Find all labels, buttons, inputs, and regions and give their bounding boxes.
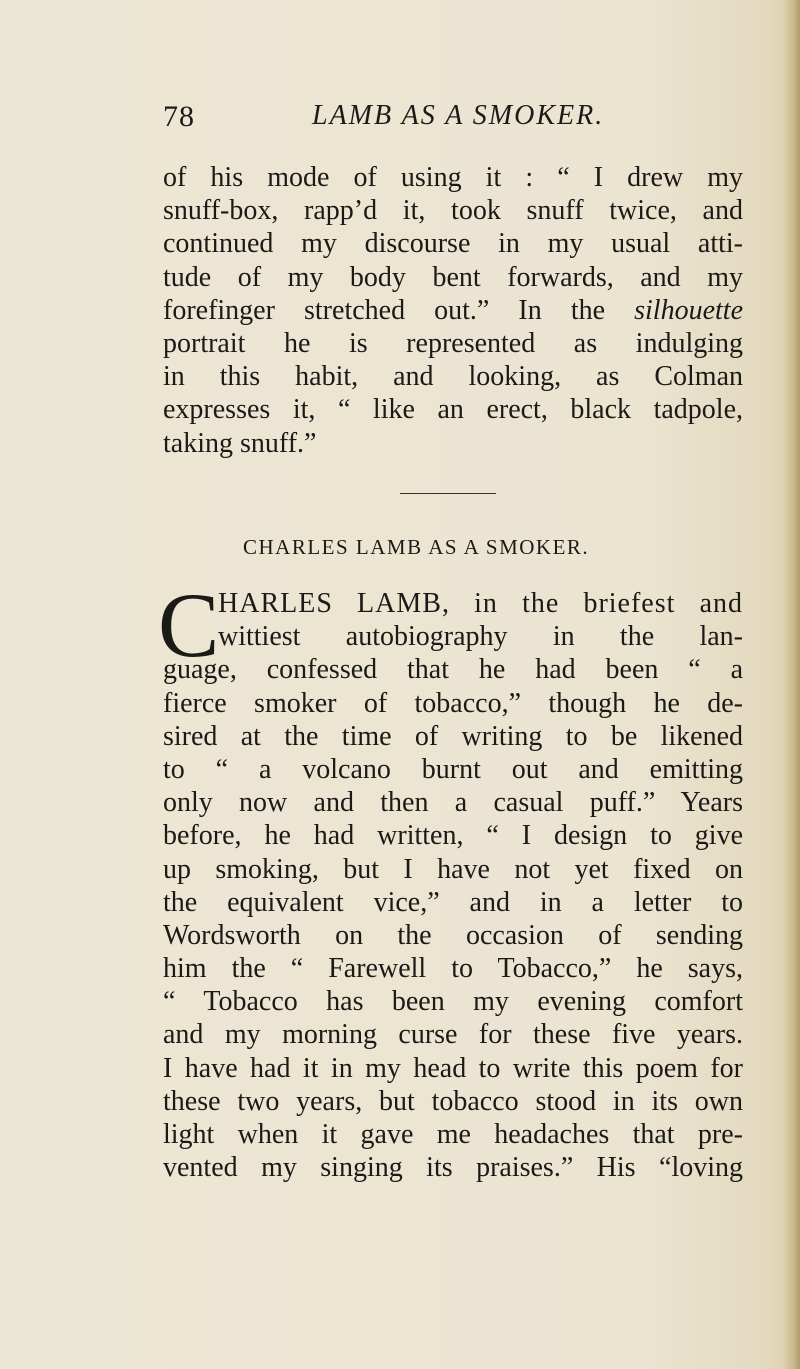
text-line: I have had it in my head to write this poem for bbox=[163, 1052, 743, 1084]
text-line: of his mode of using it : “ I drew my bbox=[163, 162, 743, 193]
text-line: sired at the time of writing to be likened bbox=[163, 720, 743, 752]
text-line: before, he had written, “ I design to give bbox=[163, 820, 743, 852]
paragraph-2 bbox=[158, 574, 743, 1184]
page-number: 78 bbox=[163, 100, 195, 133]
running-head: LAMB AS A SMOKER. bbox=[312, 100, 605, 131]
text-line: these two years, but tobacco stood in its own bbox=[163, 1085, 743, 1117]
text-line: light when it gave me headaches that pre- bbox=[163, 1119, 743, 1150]
text-line: fierce smoker of tobacco,” though he de- bbox=[163, 687, 743, 719]
italic-word: silhouette bbox=[634, 294, 743, 326]
text-line: portrait he is represented as indulging bbox=[163, 327, 743, 359]
text-line: vented my singing its praises.” His “loving bbox=[163, 1152, 743, 1184]
text-line: snuff-box, rapp’d it, took snuff twice, and bbox=[163, 195, 743, 227]
text-line: tude of my body bent forwards, and my bbox=[163, 261, 743, 293]
text-line: wittiest autobiography in the lan- bbox=[218, 621, 743, 653]
text-line: the equivalent vice,” and in a letter to bbox=[163, 886, 743, 918]
text-line: guage, confessed that he had been “ a bbox=[163, 654, 743, 686]
text-line: continued my discourse in my usual atti- bbox=[163, 228, 743, 260]
paragraph-1 bbox=[163, 161, 743, 460]
text-fragment: forefinger stretched out.” In the bbox=[163, 294, 635, 326]
text-line bbox=[163, 294, 743, 327]
text-line: him the “ Farewell to Tobacco,” he says, bbox=[163, 953, 743, 985]
section-divider bbox=[400, 493, 496, 494]
text-line: expresses it, “ like an erect, black tadpole, bbox=[163, 394, 743, 426]
text-line: Wordsworth on the occasion of sending bbox=[163, 919, 743, 951]
page-edge-shadow bbox=[782, 0, 800, 1369]
drop-cap: C bbox=[158, 574, 220, 676]
page-header bbox=[163, 100, 733, 140]
text-line: in this habit, and looking, as Colman bbox=[163, 361, 743, 393]
text-line: up smoking, but I have not yet fixed on bbox=[163, 853, 743, 885]
text-line: HARLES LAMB, in the briefest and bbox=[218, 588, 743, 619]
section-title: CHARLES LAMB AS A SMOKER. bbox=[243, 535, 590, 559]
text-line: “ Tobacco has been my evening comfort bbox=[163, 986, 743, 1018]
text-line: to “ a volcano burnt out and emitting bbox=[163, 753, 743, 785]
text-line: taking snuff.” bbox=[163, 427, 317, 459]
text-line: and my morning curse for these five years. bbox=[163, 1019, 743, 1051]
text-line: only now and then a casual puff.” Years bbox=[163, 787, 743, 819]
